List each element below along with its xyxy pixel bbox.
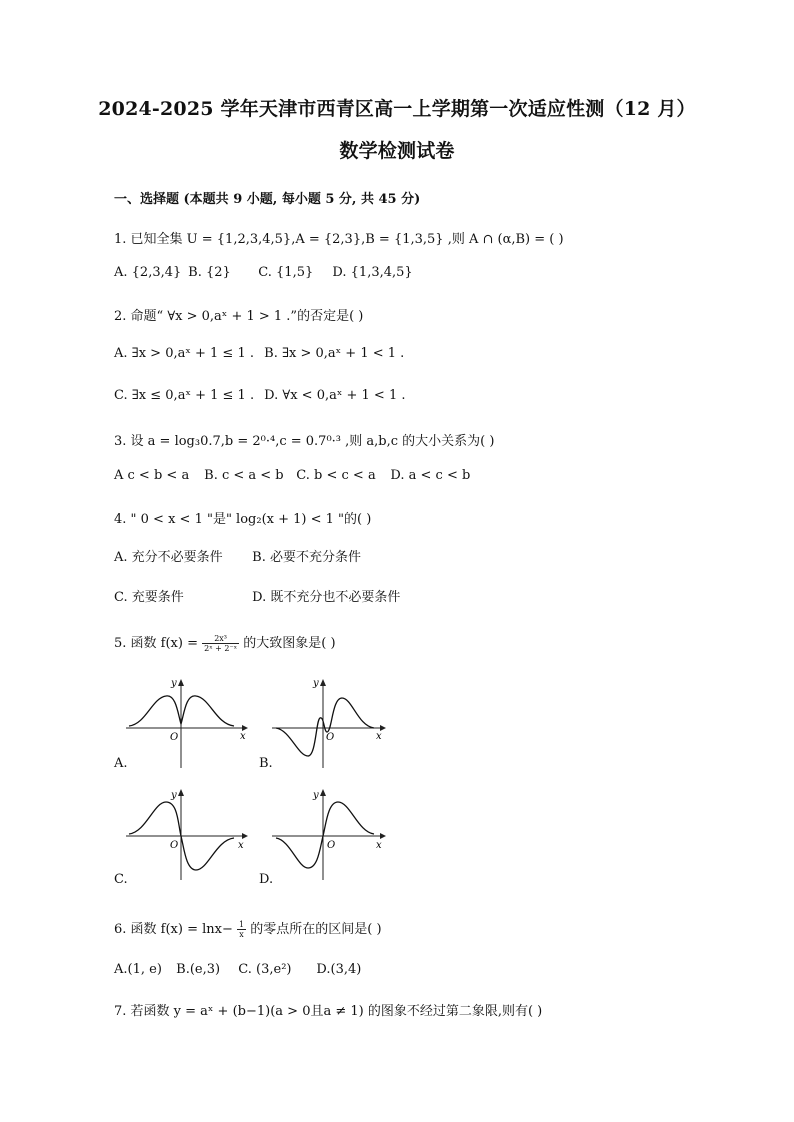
q5-a-origin-label: O xyxy=(170,732,179,743)
q5-d-origin-label: O xyxy=(327,840,336,851)
q6-option-a: A.(1, e) xyxy=(114,962,162,977)
q3-stem: 3. 设 a = log₃0.7,b = 2⁰·⁴,c = 0.7⁰·³ ,则 a,b,c 的大小关系为( ) xyxy=(114,434,495,449)
q5-c-y-label: y xyxy=(171,790,177,801)
q4-options-row1 xyxy=(114,546,361,565)
q6-stem xyxy=(114,918,382,939)
q7-stem: 7. 若函数 y = aˣ + (b−1)(a > 0且a ≠ 1) 的图象不经过第二象限,则有( ) xyxy=(114,1004,543,1019)
q2-options-row1 xyxy=(114,346,404,361)
q5-fraction-denominator: 2ˣ + 2⁻ˣ xyxy=(204,644,238,653)
exam-title-line2: 数学检测试卷 xyxy=(339,140,455,162)
q4-stem: 4. " 0 < x < 1 "是" log₂(x + 1) < 1 "的( ) xyxy=(114,512,372,527)
q6-fraction xyxy=(237,920,246,939)
q5-a-y-label: y xyxy=(171,678,177,689)
q5-b-y-label: y xyxy=(313,678,319,689)
q5-stem-post: 的大致图象是( ) xyxy=(243,636,336,651)
q3-option-b: B. c < a < b xyxy=(204,468,284,483)
q4-option-b: B. 必要不充分条件 xyxy=(252,550,361,565)
q5-graph-a xyxy=(126,676,252,768)
q6-stem-post: 的零点所在的区间是( ) xyxy=(250,922,382,937)
q2-option-d: D. ∀x < 0,aˣ + 1 < 1 . xyxy=(264,388,406,403)
q2-option-c: C. ∃x ≤ 0,aˣ + 1 ≤ 1 . xyxy=(114,388,255,403)
q3-option-d: D. a < c < b xyxy=(390,468,471,483)
q5-graph-c xyxy=(126,788,252,880)
q3-options xyxy=(114,468,470,483)
q4-options-row2 xyxy=(114,586,400,605)
q2-options-row2 xyxy=(114,388,405,403)
q5-graph-d xyxy=(270,788,388,880)
q2-option-a: A. ∃x > 0,aˣ + 1 ≤ 1 . xyxy=(114,346,254,361)
q5-label-c: C. xyxy=(114,872,128,887)
q4-option-c: C. 充要条件 xyxy=(114,590,184,605)
q6-option-c: C. (3,e²) xyxy=(238,962,292,977)
q5-label-b: B. xyxy=(259,756,273,771)
q1-options xyxy=(114,265,413,280)
q5-fraction xyxy=(202,634,239,653)
q6-fraction-denominator: x xyxy=(239,930,244,939)
q2-stem: 2. 命题“ ∀x > 0,aˣ + 1 > 1 .”的否定是( ) xyxy=(114,309,364,324)
q3-option-a: A c < b < a xyxy=(114,468,190,483)
q4-option-a: A. 充分不必要条件 xyxy=(114,550,223,565)
section-heading: 一、选择题 (本题共 9 小题, 每小题 5 分, 共 45 分) xyxy=(114,192,421,207)
q5-stem xyxy=(114,632,336,653)
q5-c-origin-label: O xyxy=(170,840,179,851)
q1-option-c: C. {1,5} xyxy=(258,265,314,280)
q2-option-b: B. ∃x > 0,aˣ + 1 < 1 . xyxy=(264,346,405,361)
q5-label-d: D. xyxy=(259,872,274,887)
q1-option-d: D. {1,3,4,5} xyxy=(332,265,413,280)
q5-fraction-numerator: 2x³ xyxy=(202,634,239,644)
q4-option-d: D. 既不充分也不必要条件 xyxy=(252,590,401,605)
q1-stem: 1. 已知全集 U = {1,2,3,4,5},A = {2,3},B = {1,3,5} ,则 A ∩ (α,B) = ( ) xyxy=(114,232,564,247)
q5-d-x-label: x xyxy=(376,840,382,851)
q6-fraction-numerator: 1 xyxy=(239,920,245,929)
q5-graph-b xyxy=(270,676,388,768)
q5-c-x-label: x xyxy=(238,840,244,851)
q1-option-b: B. {2} xyxy=(188,265,231,280)
q5-b-x-label: x xyxy=(376,731,382,742)
exam-title-line1: 2024-2025 学年天津市西青区高一上学期第一次适应性测（12 月） xyxy=(98,98,696,120)
q5-stem-pre: 5. 函数 f(x) = xyxy=(114,636,198,651)
q3-option-c: C. b < c < a xyxy=(296,468,376,483)
q5-b-origin-label: O xyxy=(326,732,335,743)
q6-option-d: D.(3,4) xyxy=(316,962,362,977)
q6-option-b: B.(e,3) xyxy=(176,962,221,977)
q5-a-x-label: x xyxy=(240,731,246,742)
q6-stem-pre: 6. 函数 f(x) = lnx− xyxy=(114,922,233,937)
q1-option-a: A. {2,3,4} xyxy=(114,265,182,280)
q5-d-y-label: y xyxy=(313,790,319,801)
q6-options xyxy=(114,962,361,977)
q5-label-a: A. xyxy=(114,756,128,771)
